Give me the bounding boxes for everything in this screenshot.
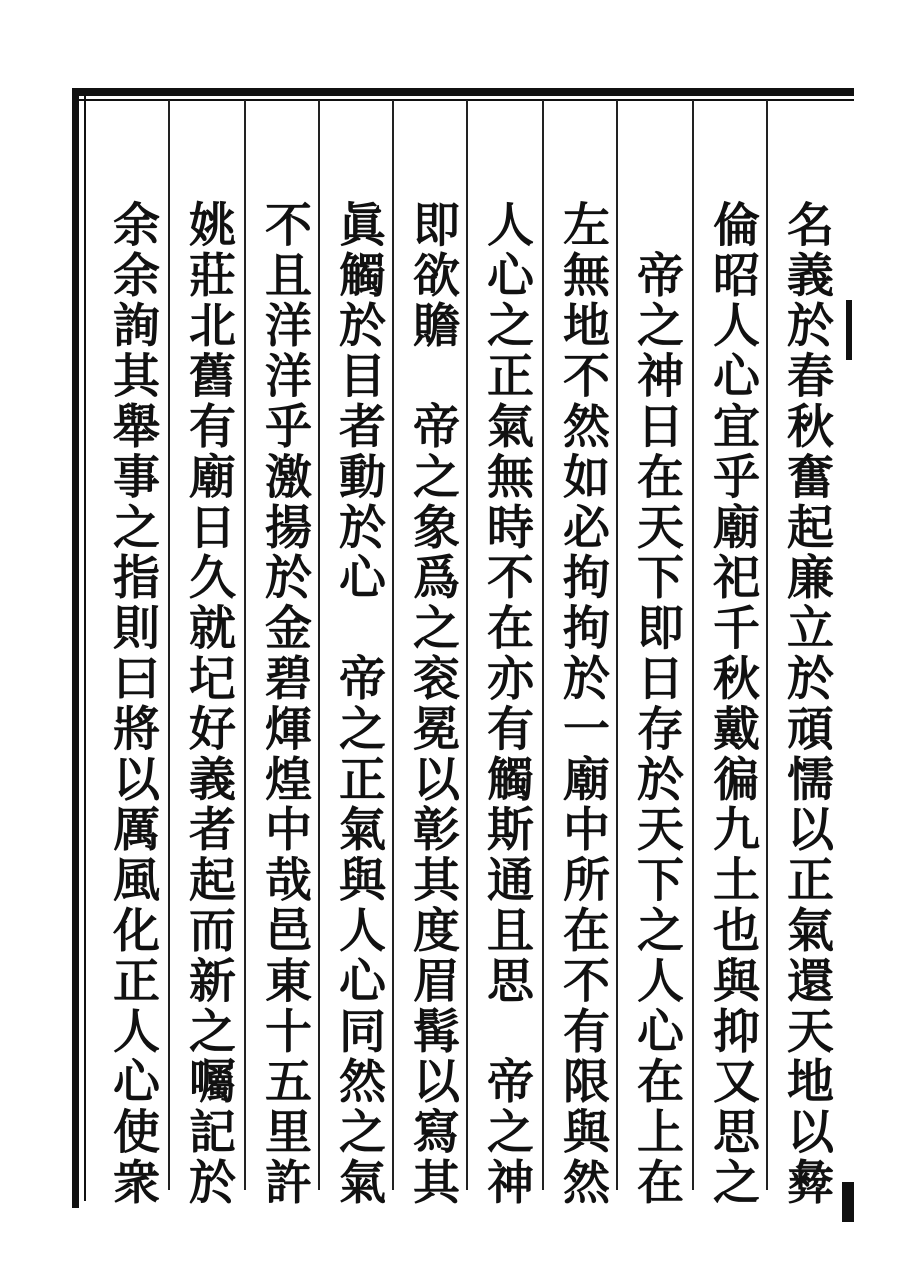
- text-column-1: 名義於春秋奮起廉立於頑懦以正氣還天地以彜: [779, 200, 834, 1208]
- left-border-thin: [84, 96, 86, 1201]
- text-column-2: 倫昭人心宜乎廟祀千秋戴徧九土也與抑又思之: [705, 200, 760, 1208]
- text-column-10: 余余詢其舉事之指則曰將以厲風化正人心使衆: [105, 200, 160, 1208]
- fold-mark-bottom: [842, 1182, 854, 1222]
- fold-mark: [846, 300, 852, 360]
- column-divider: [766, 100, 768, 1190]
- top-border: [72, 88, 854, 96]
- column-divider: [318, 100, 320, 1190]
- column-divider: [692, 100, 694, 1190]
- text-column-9: 姚莊北舊有廟日久就圮好義者起而新之囑記於: [181, 200, 236, 1208]
- column-divider: [168, 100, 170, 1190]
- text-column-6: 即欲贍 帝之象爲之衮冕以彰其度眉髯以寫其: [405, 200, 460, 1208]
- column-divider: [616, 100, 618, 1190]
- column-divider: [244, 100, 246, 1190]
- text-column-7: 眞觸於目者動於心 帝之正氣與人心同然之氣: [331, 200, 386, 1208]
- column-divider: [466, 100, 468, 1190]
- text-column-4: 左無地不然如必拘拘於一廟中所在不有限與然: [555, 200, 610, 1208]
- left-border: [72, 88, 79, 1208]
- text-column-5: 人心之正氣無時不在亦有觸斯通且思 帝之神: [479, 200, 534, 1208]
- text-column-8: 不且洋洋乎激揚於金碧煇煌中哉邑東十五里許: [257, 200, 312, 1208]
- column-divider: [542, 100, 544, 1190]
- text-column-3: 帝之神日在天下即日存於天下之人心在上在: [629, 200, 684, 1208]
- column-divider: [392, 100, 394, 1190]
- top-border-thin: [72, 99, 854, 101]
